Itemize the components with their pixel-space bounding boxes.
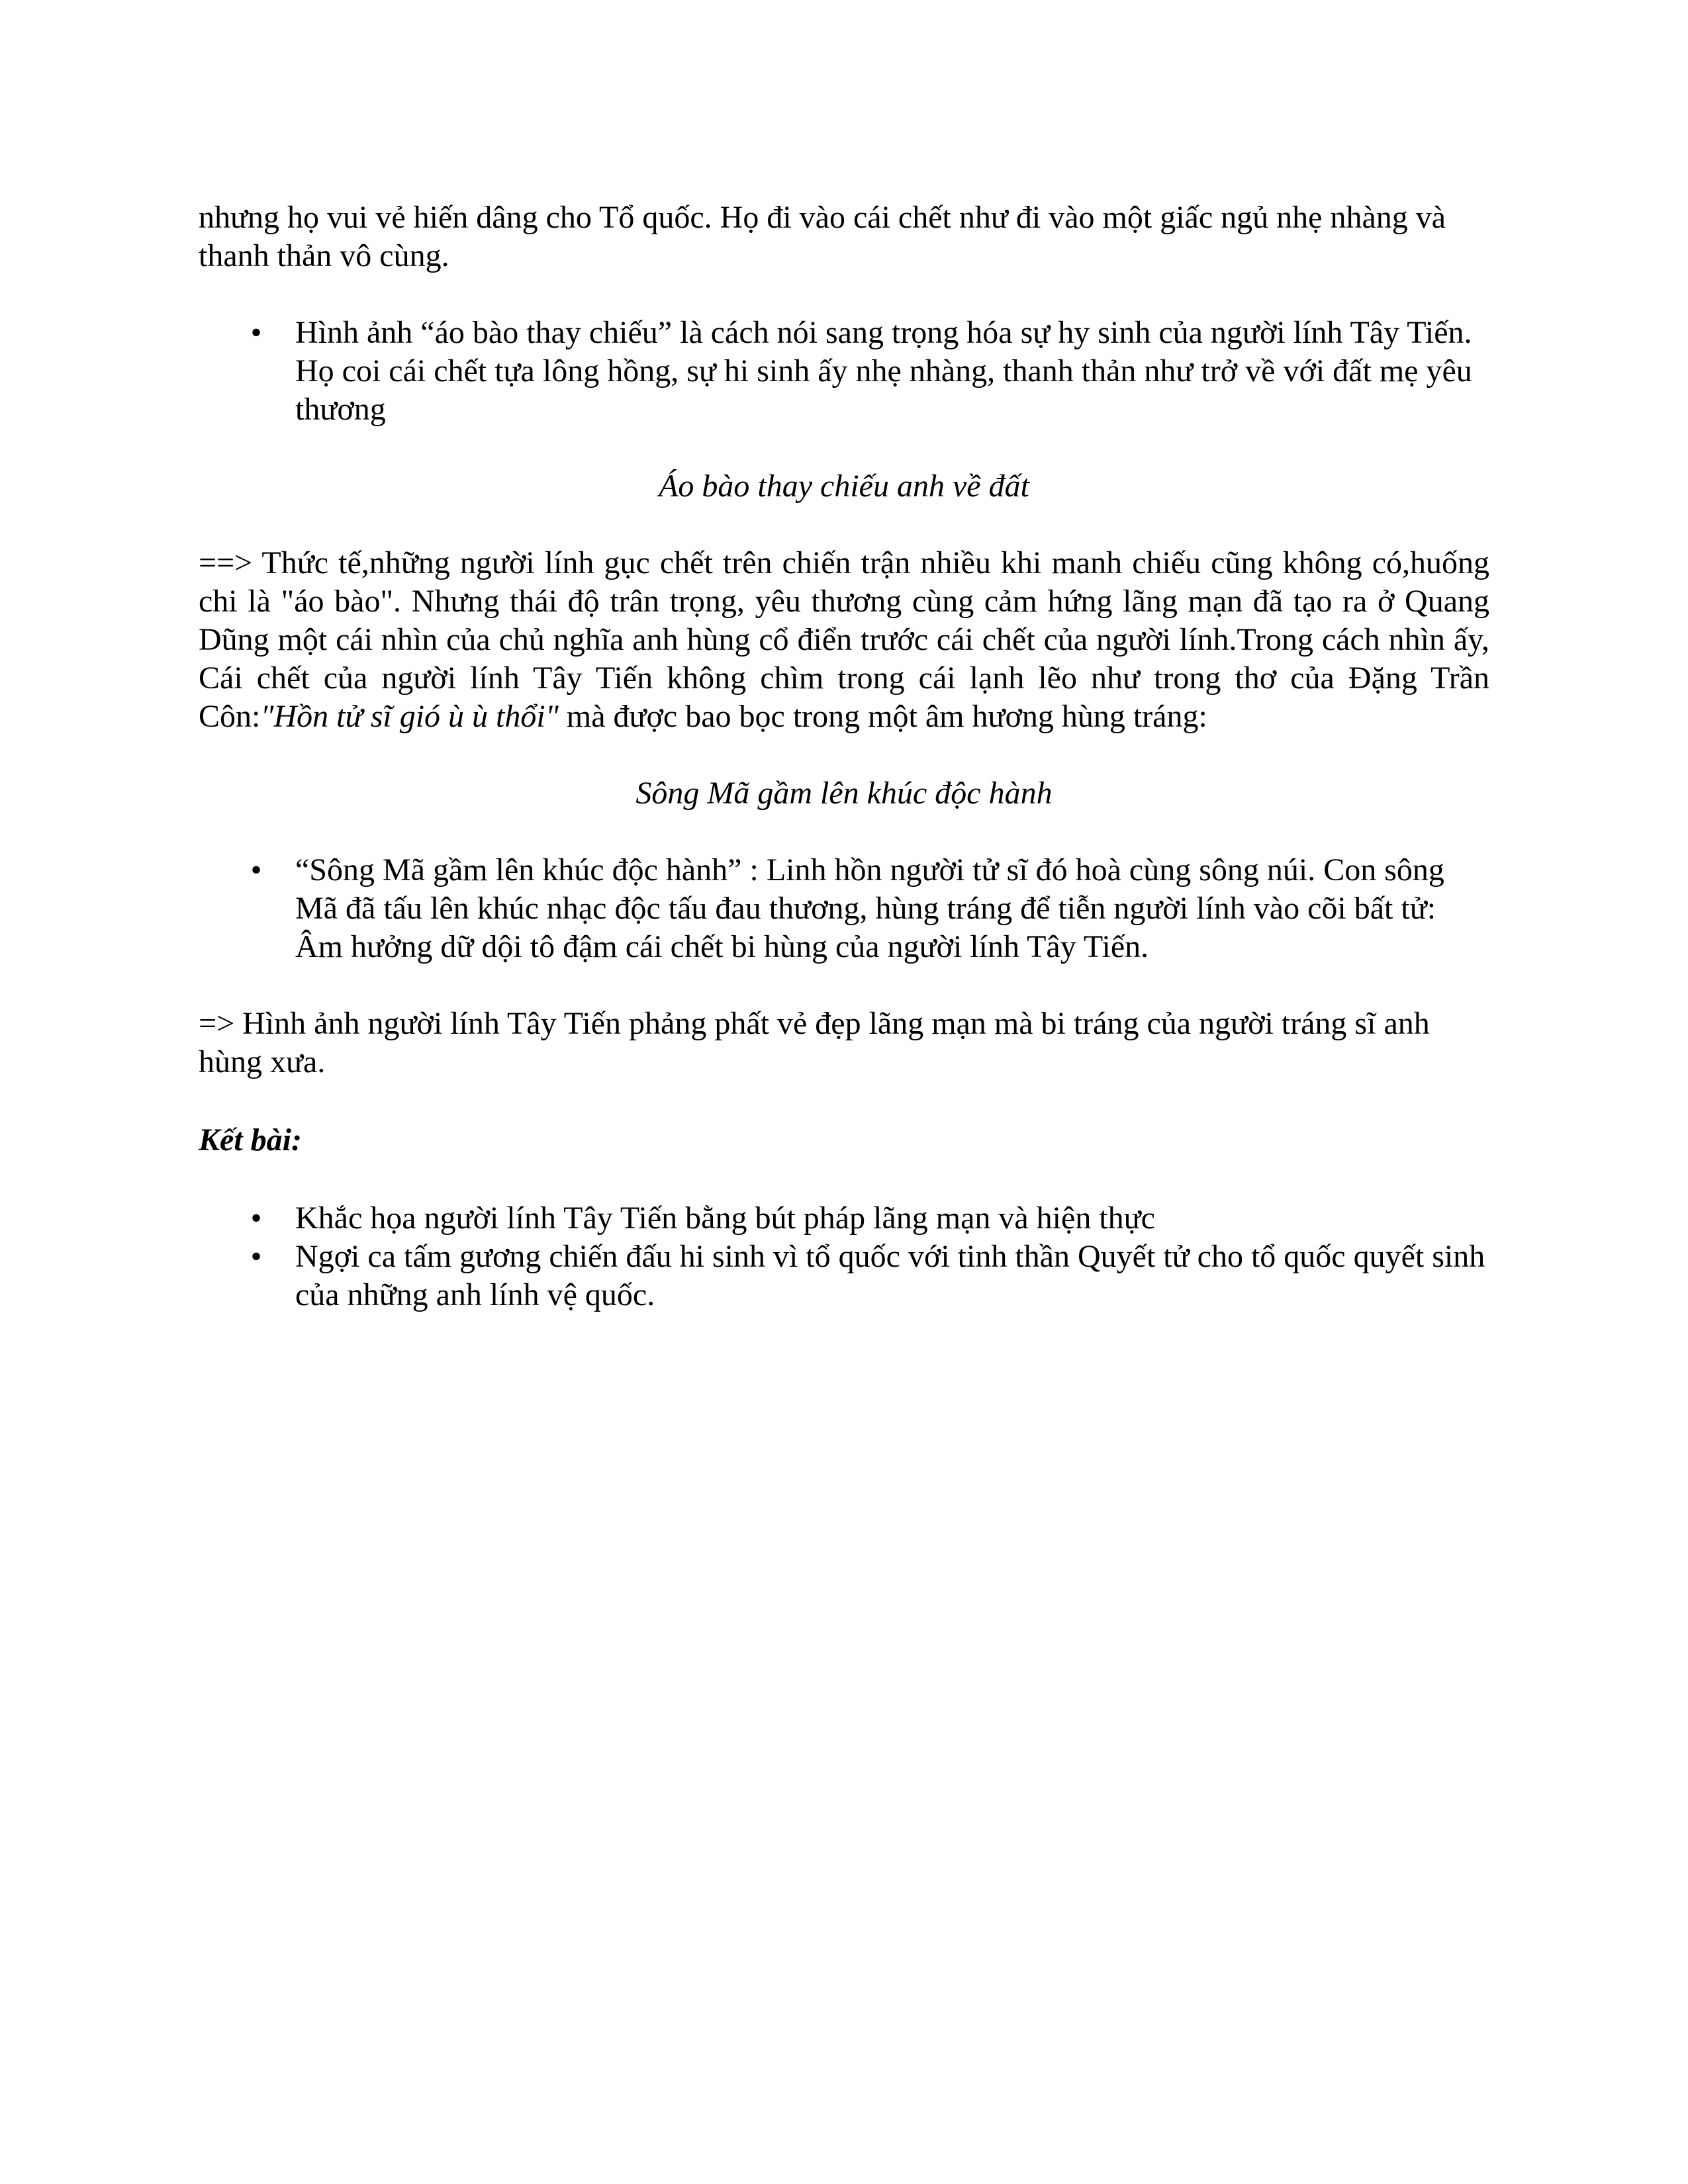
analysis-text-end: mà được bao bọc trong một âm hương hùng tráng:: [558, 699, 1207, 734]
conclusion-list: [199, 1199, 1489, 1314]
list-item: [199, 314, 1489, 429]
conclusion-item-text: Khắc họa người lính Tây Tiến bằng bút pháp lãng mạn và hiện thực: [295, 1201, 1155, 1236]
conclusion-item-text: Ngợi ca tấm gương chiến đấu hi sinh vì tổ quốc với tinh thần Quyết tử cho tổ quốc quyết sinh của những anh lính vệ quốc.: [295, 1239, 1485, 1312]
summary-paragraph: => Hình ảnh người lính Tây Tiến phảng phất vẻ đẹp lãng mạn mà bi tráng của người tráng sĩ anh hùng xưa.: [199, 1006, 1430, 1079]
bullet-text: “Sông Mã gầm lên khúc độc hành” : Linh hồn người tử sĩ đó hoà cùng sông núi. Con sông Mã đã tấu lên khúc nhạc độc tấu đau thương, hùng tráng để tiễn người lính vào cõi bất tử: Âm hưởng dữ dội tô đậm cái chết bi hùng của người lính Tây Tiến.: [295, 852, 1444, 964]
bullet-icon: [246, 851, 266, 889]
list-item: [199, 1199, 1489, 1238]
analysis-paragraph: [199, 544, 1489, 736]
bullet-icon: [246, 1199, 266, 1238]
page-content: [199, 199, 1489, 1314]
conclusion-heading: Kết bài:: [199, 1122, 302, 1158]
bullet-list-2: [199, 851, 1489, 966]
analysis-text-start: ==> Thức tế,những người lính gục chết trên chiến trận nhiều khi manh chiếu cũng không có,huống chi là "áo bào". Nhưng thái độ trân trọng, yêu thương cùng cảm hứng lãng mạn đã tạo ra ở Quang Dũng một cái nhìn của chủ nghĩa anh hùng cổ điển trước cái chết của người lính.Trong cách nhìn ấy, Cái chết của người lính Tây Tiến không chìm trong cái lạnh lẽo như trong thơ của Đặng Trần Côn:: [199, 545, 1489, 734]
bullet-icon: [246, 1238, 266, 1276]
bullet-icon: [246, 314, 266, 352]
list-item: [199, 1238, 1489, 1314]
intro-paragraph: nhưng họ vui vẻ hiến dâng cho Tổ quốc. Họ đi vào cái chết như đi vào một giấc ngủ nhẹ nhàng và thanh thản vô cùng.: [199, 200, 1446, 273]
analysis-quote: "Hồn tử sĩ gió ù ù thổi": [260, 699, 559, 734]
list-item: [199, 851, 1489, 966]
bullet-list-1: [199, 314, 1489, 429]
verse-line: Sông Mã gầm lên khúc độc hành: [635, 776, 1053, 811]
bullet-text: Hình ảnh “áo bào thay chiếu” là cách nói sang trọng hóa sự hy sinh của người lính Tây Tiến. Họ coi cái chết tựa lông hồng, sự hi sinh ấy nhẹ nhàng, thanh thản như trở về với đất mẹ yêu thương: [295, 315, 1472, 427]
verse-line: Áo bào thay chiếu anh về đất: [659, 469, 1029, 504]
